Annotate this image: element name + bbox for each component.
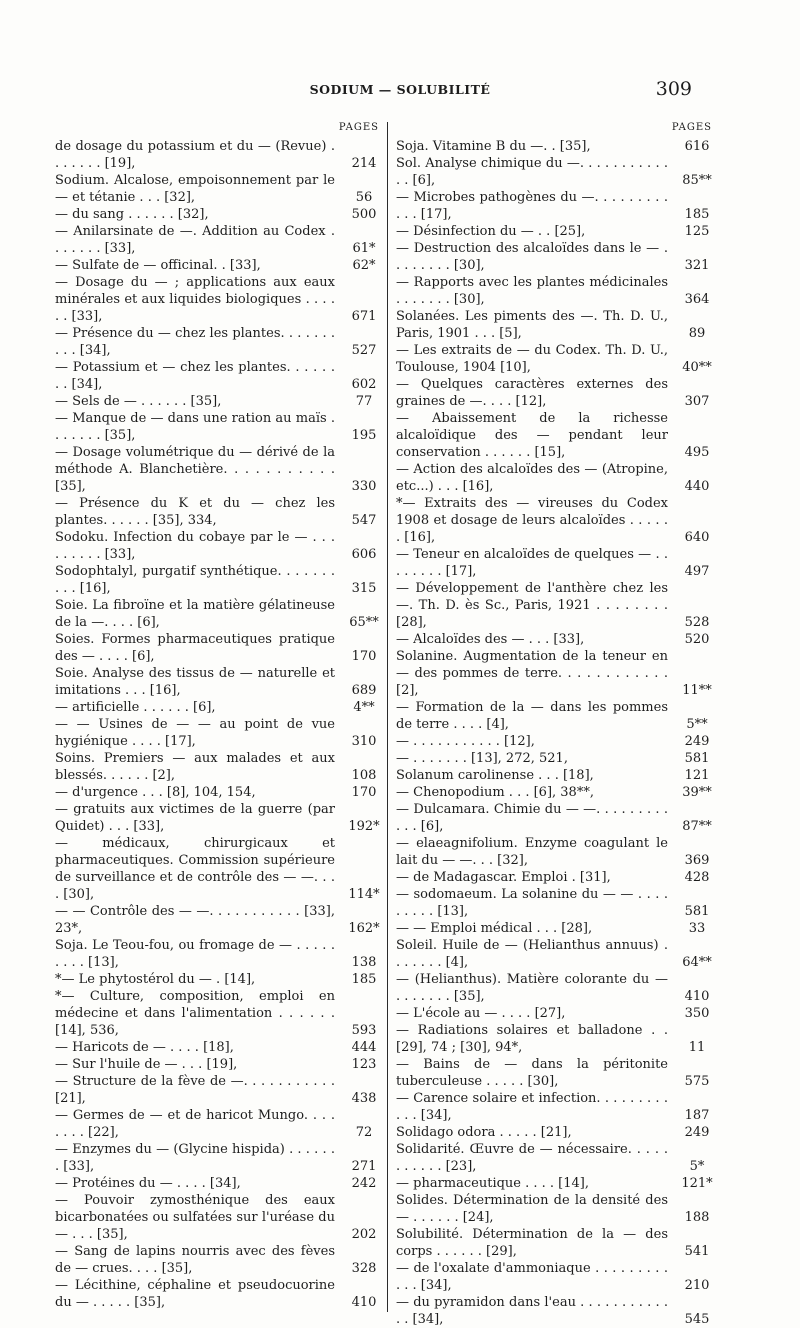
entry-text: — gratuits aux victimes de la guerre (par Quidet) . . . [33], <box>55 802 335 834</box>
entry-text: — Pouvoir zymosthénique des eaux bicarbonatées ou sulfatées sur l'uréase du — . . . [35], <box>55 1193 335 1242</box>
entry-page: 114* <box>348 887 380 902</box>
entry-text: — Action des alcaloïdes des — (Atropine, etc...) . . . [16], <box>396 462 668 494</box>
entry-text: — Carence solaire et infection. . . . . . . . . . . . [34], <box>396 1091 668 1123</box>
pages-label: PAGES <box>338 122 379 133</box>
index-entry <box>396 1141 720 1175</box>
entry-text: — Bains de — dans la péritonite tuberculeuse . . . . . [30], <box>396 1057 668 1089</box>
entry-list-left <box>55 138 387 1311</box>
index-entry <box>396 1260 720 1294</box>
entry-text: — . . . . . . . . . . . [12], <box>396 734 535 749</box>
index-entry <box>396 648 720 699</box>
index-entry <box>55 1192 387 1243</box>
index-entry <box>396 308 720 342</box>
entry-text: Sodoku. Infection du cobaye par le — . . . . . . . . . [33], <box>55 530 335 562</box>
index-entry <box>396 699 720 733</box>
entry-text: — Germes de — et de haricot Mungo. . . . . . . . [22], <box>55 1108 335 1140</box>
entry-text: — de l'oxalate d'ammoniaque . . . . . . . . . . . . [34], <box>396 1261 668 1293</box>
entry-text: Solanine. Augmentation de la teneur en — des pommes de terre. . . . . . . . . . . . [2], <box>396 649 668 698</box>
page-header <box>0 78 800 108</box>
index-entry <box>55 563 387 597</box>
entry-text: Soja. Vitamine B du —. . [35], <box>396 139 591 154</box>
entry-text: — Sels de — . . . . . . [35], <box>55 394 222 409</box>
entry-page: 123 <box>351 1057 377 1072</box>
index-entry <box>396 1090 720 1124</box>
entry-text: Soie. La fibroïne et la matière gélatineuse de la —. . . . [6], <box>55 598 335 630</box>
index-entry <box>55 801 387 835</box>
entry-page: 410 <box>351 1295 377 1310</box>
entry-page: 185 <box>351 972 377 987</box>
entry-page: 581 <box>684 904 710 919</box>
entry-page: 89 <box>688 326 706 341</box>
entry-page: 541 <box>684 1244 710 1259</box>
entry-text: *— Culture, composition, emploi en médecine et dans l'alimentation . . . . . . [14], 536, <box>55 989 335 1038</box>
entry-text: — pharmaceutique . . . . [14], <box>396 1176 589 1191</box>
entry-text: Sol. Analyse chimique du —. . . . . . . . . . . . . [6], <box>396 156 668 188</box>
index-entry <box>55 937 387 971</box>
index-entry <box>55 1175 387 1192</box>
entry-page: 528 <box>684 615 710 630</box>
right-column <box>387 122 720 1327</box>
index-entry <box>55 138 387 172</box>
pages-label: PAGES <box>671 122 712 133</box>
entry-text: — Dosage volumétrique du — dérivé de la méthode A. Blanchetière. . . . . . . . . . . [35], <box>55 445 335 494</box>
index-entry <box>396 342 720 376</box>
entry-page: 4** <box>353 700 375 715</box>
index-entry <box>396 1226 720 1260</box>
index-entry <box>55 1277 387 1311</box>
entry-text: — Présence du K et du — chez les plantes. . . . . . [35], 334, <box>55 496 335 528</box>
entry-page: 440 <box>684 479 710 494</box>
entry-text: Solanées. Les piments des —. Th. D. U., Paris, 1901 . . . [5], <box>396 309 668 341</box>
index-entry <box>396 1005 720 1022</box>
entry-page: 170 <box>351 649 377 664</box>
index-entry <box>396 155 720 189</box>
entry-page: 77 <box>355 394 373 409</box>
entry-page: 321 <box>684 258 710 273</box>
entry-page: 187 <box>684 1108 710 1123</box>
entry-page: 428 <box>684 870 710 885</box>
entry-text: — du pyramidon dans l'eau . . . . . . . . . . . . . [34], <box>396 1295 668 1327</box>
entry-text: — de Madagascar. Emploi . [31], <box>396 870 611 885</box>
index-entry <box>396 869 720 886</box>
entry-page: 495 <box>684 445 710 460</box>
entry-page: 5** <box>686 717 708 732</box>
entry-page: 527 <box>351 343 377 358</box>
entry-page: 85** <box>682 173 712 188</box>
index-entry <box>396 750 720 767</box>
index-entry <box>396 784 720 801</box>
entry-page: 545 <box>684 1312 710 1327</box>
entry-text: — Manque de — dans une ration au maïs . . . . . . . [35], <box>55 411 335 443</box>
index-entry <box>396 223 720 240</box>
entry-text: — Haricots de — . . . . [18], <box>55 1040 234 1055</box>
entry-text: — Radiations solaires et balladone . . [29], 74 ; [30], 94*, <box>396 1023 668 1055</box>
entry-page: 315 <box>351 581 377 596</box>
entry-text: Sodophtalyl, purgatif synthétique. . . . . . . . . . [16], <box>55 564 335 596</box>
index-entry <box>396 376 720 410</box>
entry-text: — Sulfate de — officinal. . [33], <box>55 258 261 273</box>
entry-text: — Abaissement de la richesse alcaloïdique des — pendant leur conservation . . . . . . [15], <box>396 411 668 460</box>
index-entry <box>55 750 387 784</box>
index-entry <box>396 240 720 274</box>
entry-text: — Désinfection du — . . [25], <box>396 224 586 239</box>
entry-text: — Lécithine, céphaline et pseudocuorine du — . . . . . [35], <box>55 1278 335 1310</box>
entry-text: Solides. Détermination de la densité des — . . . . . . [24], <box>396 1193 668 1225</box>
entry-page: 64** <box>682 955 712 970</box>
entry-text: Solidago odora . . . . . [21], <box>396 1125 572 1140</box>
index-entry <box>396 1175 720 1192</box>
index-entry <box>396 631 720 648</box>
entry-page: 364 <box>684 292 710 307</box>
entry-list-right <box>396 138 720 1328</box>
left-column <box>55 122 387 1312</box>
entry-text: — — Emploi médical . . . [28], <box>396 921 593 936</box>
entry-page: 581 <box>684 751 710 766</box>
entry-page: 616 <box>684 139 710 154</box>
entry-text: — Alcaloïdes des — . . . [33], <box>396 632 585 647</box>
entry-text: — Dulcamara. Chimie du — —. . . . . . . . . . . . [6], <box>396 802 668 834</box>
entry-text: — du sang . . . . . . [32], <box>55 207 209 222</box>
running-title: SODIUM — SOLUBILITÉ <box>309 82 491 97</box>
entry-page: 330 <box>351 479 377 494</box>
entry-page: 249 <box>684 1125 710 1140</box>
index-entry <box>55 444 387 495</box>
entry-page: 202 <box>351 1227 377 1242</box>
entry-page: 125 <box>684 224 710 239</box>
entry-page: 520 <box>684 632 710 647</box>
entry-page: 72 <box>355 1125 373 1140</box>
index-entry <box>55 1073 387 1107</box>
entry-page: 65** <box>349 615 379 630</box>
entry-text: — Chenopodium . . . [6], 38**, <box>396 785 594 800</box>
entry-text: — sodomaeum. La solanine du — — . . . . . . . . . [13], <box>396 887 668 919</box>
index-entry <box>396 1192 720 1226</box>
index-entry <box>396 410 720 461</box>
index-entry <box>396 767 720 784</box>
entry-text: — Destruction des alcaloïdes dans le — . . . . . . . . [30], <box>396 241 668 273</box>
index-entry <box>55 410 387 444</box>
entry-page: 369 <box>684 853 710 868</box>
entry-page: 39** <box>682 785 712 800</box>
index-entry <box>396 461 720 495</box>
entry-text: — — Contrôle des — —. . . . . . . . . . . [33], 23*, <box>55 904 335 936</box>
index-entry <box>396 920 720 937</box>
index-entry <box>55 784 387 801</box>
index-entry <box>396 801 720 835</box>
index-entry <box>55 988 387 1039</box>
index-entry <box>396 495 720 546</box>
entry-page: 162* <box>348 921 380 936</box>
entry-text: — (Helianthus). Matière colorante du — . . . . . . . [35], <box>396 972 668 1004</box>
entry-page: 307 <box>684 394 710 409</box>
entry-page: 192* <box>348 819 380 834</box>
index-entry <box>55 257 387 274</box>
entry-page: 188 <box>684 1210 710 1225</box>
entry-text: — Enzymes du — (Glycine hispida) . . . . . . . [33], <box>55 1142 335 1174</box>
index-entry <box>396 138 720 155</box>
entry-page: 575 <box>684 1074 710 1089</box>
entry-text: — Teneur en alcaloïdes de quelques — . . . . . . . . [17], <box>396 547 668 579</box>
index-entry <box>396 1294 720 1328</box>
index-entry <box>55 1141 387 1175</box>
index-entry <box>55 223 387 257</box>
entry-page: 170 <box>351 785 377 800</box>
entry-text: Soleil. Huile de — (Helianthus annuus) . . . . . . . [4], <box>396 938 668 970</box>
entry-text: — Formation de la — dans les pommes de terre . . . . [4], <box>396 700 668 732</box>
index-entry <box>55 359 387 393</box>
index-entry <box>55 835 387 903</box>
entry-text: Solubilité. Détermination de la — des corps . . . . . . [29], <box>396 1227 668 1259</box>
entry-text: Soins. Premiers — aux malades et aux blessés. . . . . . [2], <box>55 751 335 783</box>
index-entry <box>396 1124 720 1141</box>
entry-text: — Développement de l'anthère chez les —. Th. D. ès Sc., Paris, 1921 . . . . . . . . [28], <box>396 581 668 630</box>
entry-page: 249 <box>684 734 710 749</box>
index-entry <box>55 716 387 750</box>
entry-text: — Protéines du — . . . . [34], <box>55 1176 241 1191</box>
entry-text: de dosage du potassium et du — (Revue) . . . . . . . [19], <box>55 139 335 171</box>
index-entry <box>396 189 720 223</box>
entry-text: — Anilarsinate de —. Addition au Codex . . . . . . . [33], <box>55 224 335 256</box>
entry-page: 214 <box>351 156 377 171</box>
index-entry <box>396 886 720 920</box>
index-entry <box>55 529 387 563</box>
index-entry <box>55 325 387 359</box>
index-entry <box>55 206 387 223</box>
entry-page: 310 <box>351 734 377 749</box>
entry-page: 121 <box>684 768 710 783</box>
index-entry <box>396 274 720 308</box>
index-entry <box>55 903 387 937</box>
entry-text: Soie. Analyse des tissus de — naturelle et imitations . . . [16], <box>55 666 335 698</box>
entry-text: Soies. Formes pharmaceutiques pratique des — . . . . [6], <box>55 632 335 664</box>
entry-text: — — Usines de — — au point de vue hygiénique . . . . [17], <box>55 717 335 749</box>
index-entry <box>396 971 720 1005</box>
entry-text: — Les extraits de — du Codex. Th. D. U., Toulouse, 1904 [10], <box>396 343 668 375</box>
entry-page: 11 <box>688 1040 706 1055</box>
entry-page: 271 <box>351 1159 377 1174</box>
entry-text: — Microbes pathogènes du —. . . . . . . . . . . . [17], <box>396 190 668 222</box>
index-entry <box>396 580 720 631</box>
index-entry <box>55 699 387 716</box>
entry-text: — artificielle . . . . . . [6], <box>55 700 216 715</box>
index-entry <box>55 172 387 206</box>
entry-page: 602 <box>351 377 377 392</box>
index-entry <box>55 274 387 325</box>
entry-text: — . . . . . . . [13], 272, 521, <box>396 751 568 766</box>
entry-page: 328 <box>351 1261 377 1276</box>
entry-page: 62* <box>352 258 376 273</box>
entry-text: Sodium. Alcalose, empoisonnement par le — et tétanie . . . [32], <box>55 173 335 205</box>
entry-page: 242 <box>351 1176 377 1191</box>
page-number: 309 <box>655 78 692 100</box>
entry-page: 438 <box>351 1091 377 1106</box>
index-entry <box>55 597 387 631</box>
index-entry <box>55 393 387 410</box>
entry-page: 444 <box>351 1040 377 1055</box>
index-entry <box>396 1022 720 1056</box>
entry-text: Soja. Le Teou-fou, ou fromage de — . . . . . . . . . [13], <box>55 938 335 970</box>
entry-page: 11** <box>682 683 712 698</box>
entry-text: Solidarité. Œuvre de — nécessaire. . . . . . . . . . . [23], <box>396 1142 668 1174</box>
entry-page: 138 <box>351 955 377 970</box>
entry-text: — Présence du — chez les plantes. . . . . . . . . . [34], <box>55 326 335 358</box>
index-entry <box>55 1243 387 1277</box>
entry-page: 121* <box>681 1176 713 1191</box>
entry-page: 87** <box>682 819 712 834</box>
entry-page: 593 <box>351 1023 377 1038</box>
entry-page: 671 <box>351 309 377 324</box>
entry-text: — Dosage du — ; applications aux eaux minérales et aux liquides biologiques . . . . . . [33], <box>55 275 335 324</box>
entry-text: Solanum carolinense . . . [18], <box>396 768 594 783</box>
entry-text: — Rapports avec les plantes médicinales . . . . . . . [30], <box>396 275 668 307</box>
entry-text: — Potassium et — chez les plantes. . . . . . . . [34], <box>55 360 335 392</box>
entry-page: 640 <box>684 530 710 545</box>
entry-text: — médicaux, chirurgicaux et pharmaceutiques. Commission supérieure de surveillance et de contrôle des — —. . . . [30], <box>55 836 335 902</box>
entry-page: 5* <box>689 1159 705 1174</box>
entry-page: 497 <box>684 564 710 579</box>
index-entry <box>55 1056 387 1073</box>
entry-page: 350 <box>684 1006 710 1021</box>
entry-page: 185 <box>684 207 710 222</box>
entry-text: *— Le phytostérol du — . [14], <box>55 972 256 987</box>
entry-page: 547 <box>351 513 377 528</box>
entry-text: — Sang de lapins nourris avec des fèves de — crues. . . . [35], <box>55 1244 335 1276</box>
entry-text: — d'urgence . . . [8], 104, 154, <box>55 785 256 800</box>
index-entry <box>55 665 387 699</box>
entry-page: 500 <box>351 207 377 222</box>
entry-text: — L'école au — . . . . [27], <box>396 1006 566 1021</box>
entry-text: — Sur l'huile de — . . . [19], <box>55 1057 238 1072</box>
entry-page: 689 <box>351 683 377 698</box>
entry-page: 61* <box>352 241 376 256</box>
entry-page: 210 <box>684 1278 710 1293</box>
index-entry <box>55 631 387 665</box>
index-entry <box>55 1039 387 1056</box>
index-entry <box>396 1056 720 1090</box>
entry-page: 108 <box>351 768 377 783</box>
index-entry <box>396 835 720 869</box>
entry-page: 195 <box>351 428 377 443</box>
entry-page: 606 <box>351 547 377 562</box>
entry-page: 40** <box>682 360 712 375</box>
index-entry <box>396 546 720 580</box>
entry-text: — Quelques caractères externes des graines de —. . . . [12], <box>396 377 668 409</box>
index-entry <box>396 937 720 971</box>
index-entry <box>55 495 387 529</box>
entry-text: — Structure de la fève de —. . . . . . . . . . . [21], <box>55 1074 335 1106</box>
entry-page: 33 <box>688 921 706 936</box>
entry-text: *— Extraits des — vireuses du Codex 1908 et dosage de leurs alcaloïdes . . . . . . [16], <box>396 496 668 545</box>
index-entry <box>396 733 720 750</box>
index-entry <box>55 971 387 988</box>
entry-page: 56 <box>355 190 373 205</box>
entry-page: 410 <box>684 989 710 1004</box>
index-entry <box>55 1107 387 1141</box>
entry-text: — elaeagnifolium. Enzyme coagulant le lait du — —. . . [32], <box>396 836 668 868</box>
